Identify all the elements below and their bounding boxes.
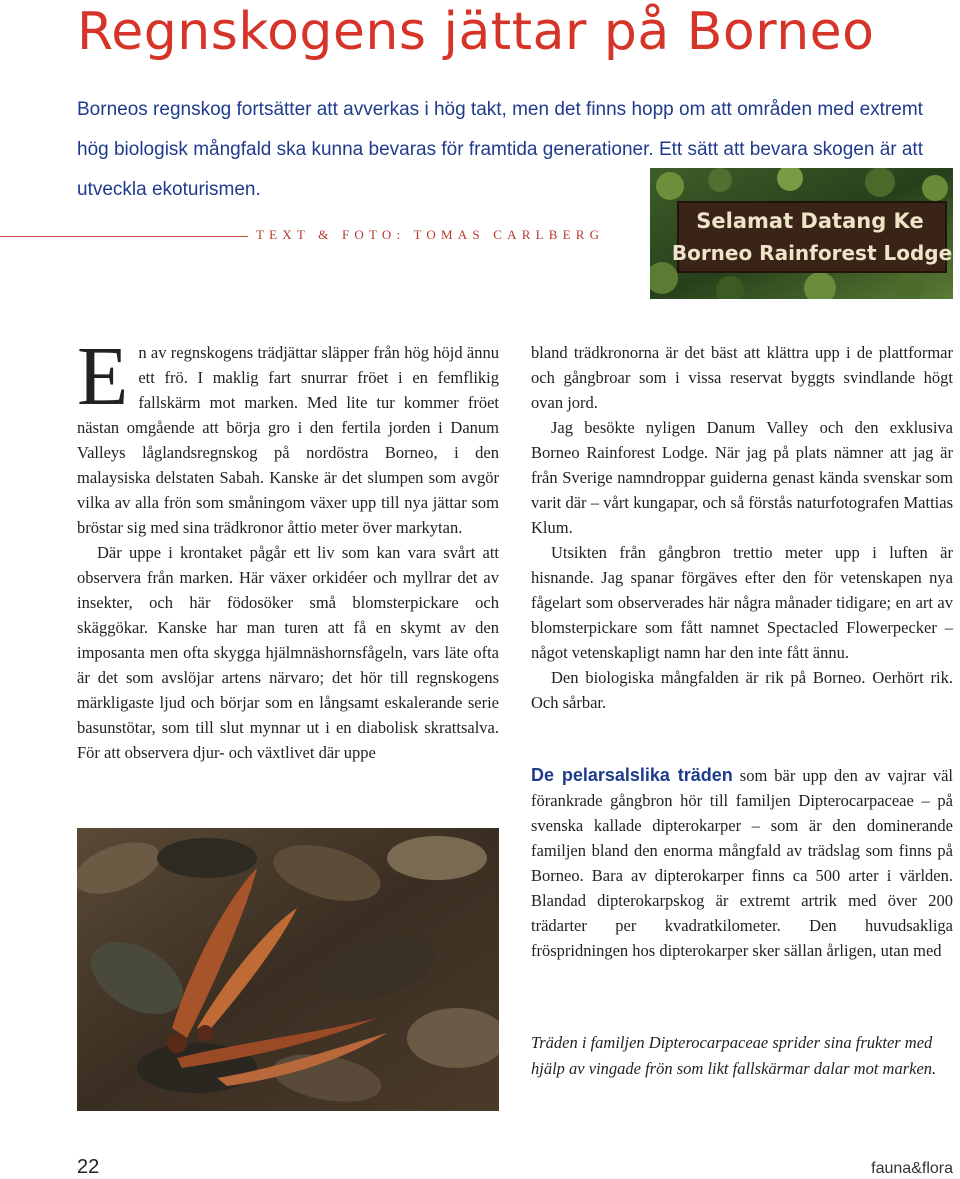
seeds-photo	[77, 828, 499, 1111]
article-paragraph	[531, 763, 953, 963]
article-column-left	[77, 330, 499, 765]
subhead-section	[531, 763, 953, 963]
drop-cap: E	[77, 330, 129, 423]
sign-text-line1: Selamat Datang Ke	[696, 209, 924, 233]
article-title: Regnskogens jättar på Borneo	[77, 2, 875, 62]
article-paragraph: bland trädkronorna är det bäst att klättra upp i de plattformar och gångbroar som i vissa reservat byggts svindlande högt ovan jord.	[531, 343, 953, 412]
lodge-sign-photo	[650, 168, 953, 299]
byline-rule	[0, 236, 248, 237]
article-paragraph	[77, 330, 499, 540]
page-number: 22	[77, 1156, 100, 1178]
article-paragraph: Den biologiska mångfalden är rik på Borneo. Oerhört rik. Och sårbar.	[531, 668, 953, 712]
paragraph-text: som bär upp den av vajrar väl förankrade gångbron hör till familjen Dipterocarpaceae – på svenska kallade dipterokarper – som är den dominerande familjen bland den enorma mångfald av trädslag som finns på Borneo. Bara av dipterokarper finns ca 500 arter i världen. Blandad dipterokarpskog är extremt artrik med över 200 trädarter per kvadratkilometer. Den huvudsakliga fröspridningen hos dipterokarper sker sällan årligen, utan med	[531, 766, 953, 960]
article-column-right	[531, 340, 953, 715]
subhead: De pelarsalslika träden	[531, 765, 733, 785]
article-paragraph: Jag besökte nyligen Danum Valley och den exklusiva Borneo Rainforest Lodge. När jag på plats nämner att jag är från Sverige namndroppar guiderna genast kända svenskar som varit där – vårt kungapar, och så förstås naturfotografen Mattias Klum.	[531, 418, 953, 537]
article-intro: Borneos regnskog fortsätter att avverkas i hög takt, men det finns hopp om att områden med extremt hög biologisk mångfald ska kunna bevaras för framtida generationer. Ett sätt att bevara skogen är att utveckla ekoturismen.	[77, 99, 923, 200]
paragraph-text: n av regnskogens trädjättar släpper från hög höjd ännu ett frö. I maklig fart snurrar fröet i en femflikig fallskärm mot marken. Med lite tur kommer fröet nästan omgående att börja gro i den fertila jorden i Danum Valleys låglandsregnskog på nordöstra Borneo, i den malaysiska delstaten Sabah. Kanske är det slumpen som avgör vilka av alla frön som småningom växer upp till nya jättar som bröstar sig med sina trädkronor åttio meter över markytan.	[77, 343, 499, 537]
article-paragraph: Utsikten från gångbron trettio meter upp i luften är hisnande. Jag spanar förgäves efter den för vetenskapen nya fågelart som observerades här några månader tidigare; en art av blomsterpickare som fått namnet Spectacled Flowerpecker – något vetenskapligt namn har den inte fått ännu.	[531, 543, 953, 662]
sign-text-line2: Borneo Rainforest Lodge	[671, 241, 953, 265]
byline: TEXT & FOTO: TOMAS CARLBERG	[256, 227, 605, 242]
photo-caption: Träden i familjen Dipterocarpaceae sprider sina frukter med hjälp av vingade frön som likt fallskärmar dalar mot marken.	[531, 1033, 937, 1078]
article-paragraph: Där uppe i krontaket pågår ett liv som kan vara svårt att observera från marken. Här växer orkidéer och myllrar det av insekter, och här födosöker små blomsterpickare och skäggökar. Kanske har man turen att få en skymt av den imposanta men ofta skygga hjälmnäshornsfågeln, vars läte ofta är det som avslöjar artens närvaro; det hör till regnskogens märkligaste ljud och börjar som en långsamt eskalerande serie basunstötar, som till slut mynnar ut i en diabolisk skrattsalva. För att observera djur- och växtlivet där uppe	[77, 543, 499, 762]
magazine-name: fauna&flora	[871, 1160, 953, 1177]
